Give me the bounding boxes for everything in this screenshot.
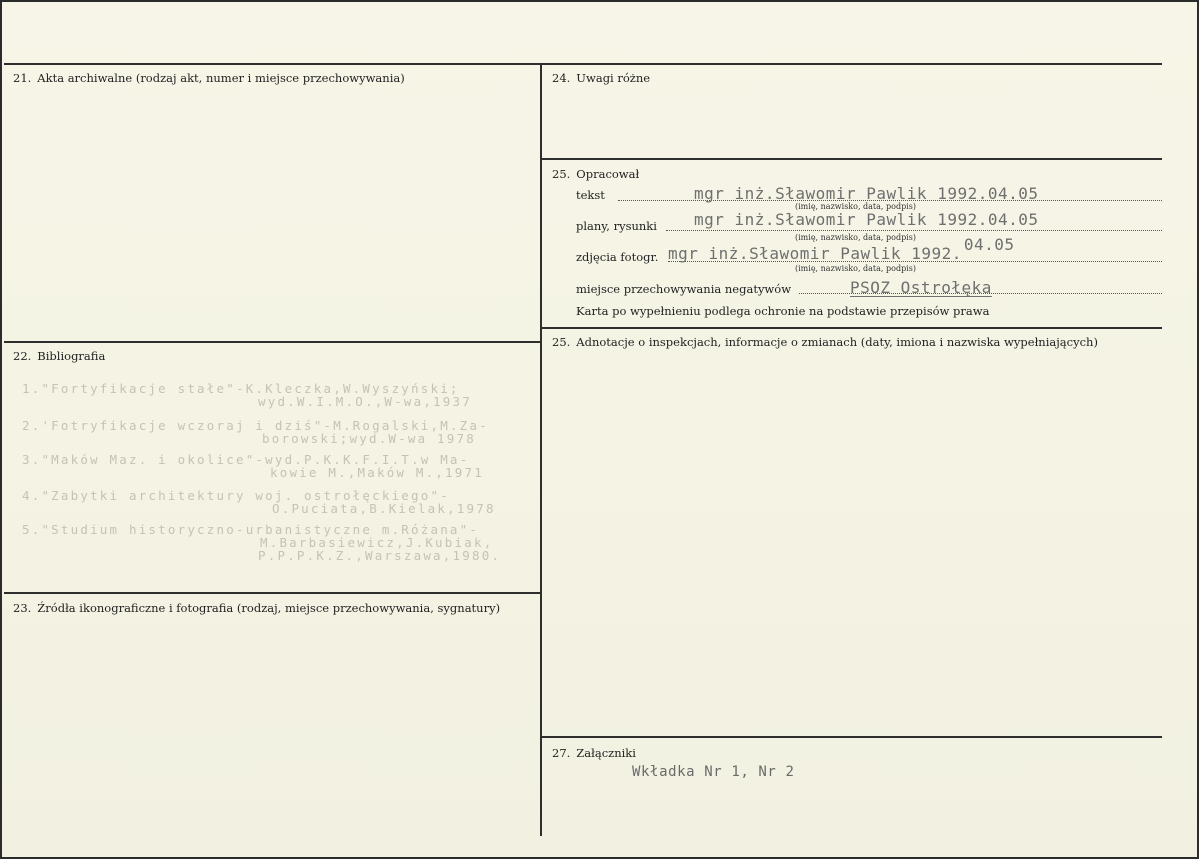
bibliography-entry-5-line-2: M.Barbasiewicz,J.Kubiak, [260, 535, 494, 550]
section-23-heading [13, 601, 500, 615]
section-27-number: 27. [552, 746, 571, 760]
author-plans-value: mgr inż.Sławomir Pawlik 1992.04.05 [694, 210, 1039, 229]
bibliography-entry-2-line-2: borowski;wyd.W-wa 1978 [262, 431, 476, 446]
bibliography-entry-2-line-1: 2.'Fotryfikacje wczoraj i dziś"-M.Rogalski,M.Za- [22, 418, 489, 433]
author-photos-caption: (imię, nazwisko, data, podpis) [795, 264, 916, 273]
center-divider [540, 63, 542, 836]
bibliography-entry-1-line-2: wyd.W.I.M.O.,W-wa,1937 [258, 394, 472, 409]
section-25-heading [552, 167, 639, 181]
bibliography-entry-1-line-1: 1."Fortyfikacje stałe"-K.Kleczka,W.Wyszyński; [22, 381, 460, 396]
negatives-storage-value: PSOZ Ostrołęka [850, 278, 992, 297]
bibliography-entry-5-line-3: P.P.P.K.Z.,Warszawa,1980. [258, 548, 502, 563]
rule-24-25 [542, 158, 1162, 160]
section-27-title: Załączniki [576, 746, 636, 760]
negatives-storage-label: miejsce przechowywania negatywów [576, 282, 792, 296]
section-23-title: Źródła ikonograficzne i fotografia (rodzaj, miejsce przechowywania, sygnatury) [37, 601, 501, 615]
section-22-title: Bibliografia [37, 349, 106, 363]
section-23-number: 23. [13, 601, 32, 615]
section-24-number: 24. [552, 71, 571, 85]
bibliography-entry-5-line-1: 5."Studium historyczno-urbanistyczne m.Różana"- [22, 522, 480, 537]
section-27-heading [552, 746, 636, 760]
section-25-title: Opracował [576, 167, 640, 181]
section-24-title: Uwagi różne [576, 71, 651, 85]
section-22-heading [13, 349, 105, 363]
bibliography-entry-4-line-2: O.Puciata,B.Kielak,1978 [272, 501, 496, 516]
author-plans-line [666, 230, 1162, 231]
top-rule [4, 63, 1162, 65]
author-text-caption: (imię, nazwisko, data, podpis) [795, 202, 916, 211]
author-photos-value-date: 04.05 [963, 235, 1015, 254]
rule-25-26 [542, 327, 1162, 329]
rule-26-27 [542, 736, 1162, 738]
section-26-title: Adnotacje o inspekcjach, informacje o zmianach (daty, imiona i nazwiska wypełniających) [576, 335, 1098, 349]
bibliography-entry-3-line-2: kowie M.,Maków M.,1971 [270, 465, 484, 480]
author-plans-label: plany, rysunki [576, 219, 657, 233]
author-text-value: mgr inż.Sławomir Pawlik 1992.04.05 [694, 184, 1039, 203]
section-26-number: 25. [552, 335, 571, 349]
author-photos-label: zdjęcia fotogr. [576, 250, 659, 264]
section-21-number: 21. [13, 71, 32, 85]
section-24-heading [552, 71, 650, 85]
attachments-value: Wkładka Nr 1, Nr 2 [632, 764, 795, 780]
protection-note: Karta po wypełnieniu podlega ochronie na podstawie przepisów prawa [576, 304, 990, 318]
section-21-title: Akta archiwalne (rodzaj akt, numer i miejsce przechowywania) [37, 71, 405, 85]
bibliography-entry-3-line-1: 3."Maków Maz. i okolice"-wyd.P.K.K.F.I.T.w Ma- [22, 452, 470, 467]
rule-21-22 [4, 341, 541, 343]
section-21-heading [13, 71, 405, 85]
section-25-number: 25. [552, 167, 571, 181]
section-26-heading [552, 335, 1098, 349]
author-plans-caption: (imię, nazwisko, data, podpis) [795, 233, 916, 242]
rule-22-23 [4, 592, 541, 594]
bibliography-entry-4-line-1: 4."Zabytki architektury woj. ostrołęckiego"- [22, 488, 450, 503]
author-text-label: tekst [576, 188, 605, 202]
author-photos-value-main: mgr inż.Sławomir Pawlik 1992. [668, 244, 962, 263]
section-22-number: 22. [13, 349, 32, 363]
